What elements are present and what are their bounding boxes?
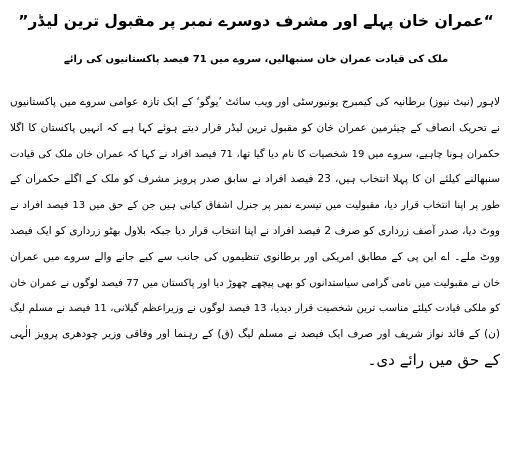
body-line: سنبھالنے کیلئے ان کا پہلا انتخاب ہیں، 23 فیصد افراد نے سابق صدر پرویز مشرف کو ملک کے اگلے حکمران کے xyxy=(10,173,500,186)
article-body xyxy=(10,90,500,466)
subheadline: ملک کی قیادت عمران خان سنبھالیں، سروے میں 71 فیصد پاکستانیوں کی رائے xyxy=(63,54,449,65)
body-line: ووٹ دیا، صدر آصف زرداری کو صرف 2 فیصد افراد نے اپنا انتخاب قرار دیا جبکہ بلاول بھٹو زرداری کو ایک فیصد xyxy=(10,224,500,237)
body-line: لاہور (نیٹ نیوز) برطانیہ کی کیمبرج یونیورسٹی اور ویب سائٹ ’یوگو‘ کے ایک تازہ عوامی سروے میں پاکستانیوں xyxy=(10,96,500,108)
body-line: (ن) کے قائد نواز شریف اور صرف ایک فیصد نے مسلم لیگ (ق) کے رہنما اور وفاقی وزیر چودھری پرویز الٰہی xyxy=(10,328,500,341)
body-line: نے تحریک انصاف کے چیئرمین عمران خان کو مقبول ترین لیڈر قرار دیتے ہوئے کہا ہے کہ انہیں پاکستان کا اگلا xyxy=(10,121,500,134)
body-line: خان نے مقبولیت میں نامی گرامی سیاستدانوں کو بھی پیچھے چھوڑ دیا اور پاکستان میں 77 فیصد لوگوں نے عمران خان xyxy=(10,277,500,289)
body-line: طور پر اپنا انتخاب قرار دیا، مقبولیت میں تیسرے نمبر پر جنرل اشفاق کیانی ہیں جن کے حق میں 13 فیصد افراد نے xyxy=(10,200,500,212)
body-line: حکمران ہونا چاہیے، سروے میں 19 شخصیات کا نام دیا گیا تھا، 71 فیصد افراد نے کہا کہ عمران خان ملک کی قیادت xyxy=(10,148,500,160)
body-line: ووٹ ملے۔ اے این پی کے مطابق امریکی اور برطانوی تنظیموں کی جانب سے کیے جانے والے سروے میں عمران xyxy=(10,250,500,263)
body-line: کے حق میں رائے دی۔ xyxy=(367,350,500,369)
headline: “عمران خان پہلے اور مشرف دوسرے نمبر پر مقبول ترین لیڈر” xyxy=(18,12,494,30)
body-line: کو ملکی قیادت کیلئے مناسب ترین شخصیت قرار دیدیا، 13 فیصد لوگوں نے وزیراعظم گیلانی، 11 فیصد نے مسلم لیگ xyxy=(10,303,500,315)
